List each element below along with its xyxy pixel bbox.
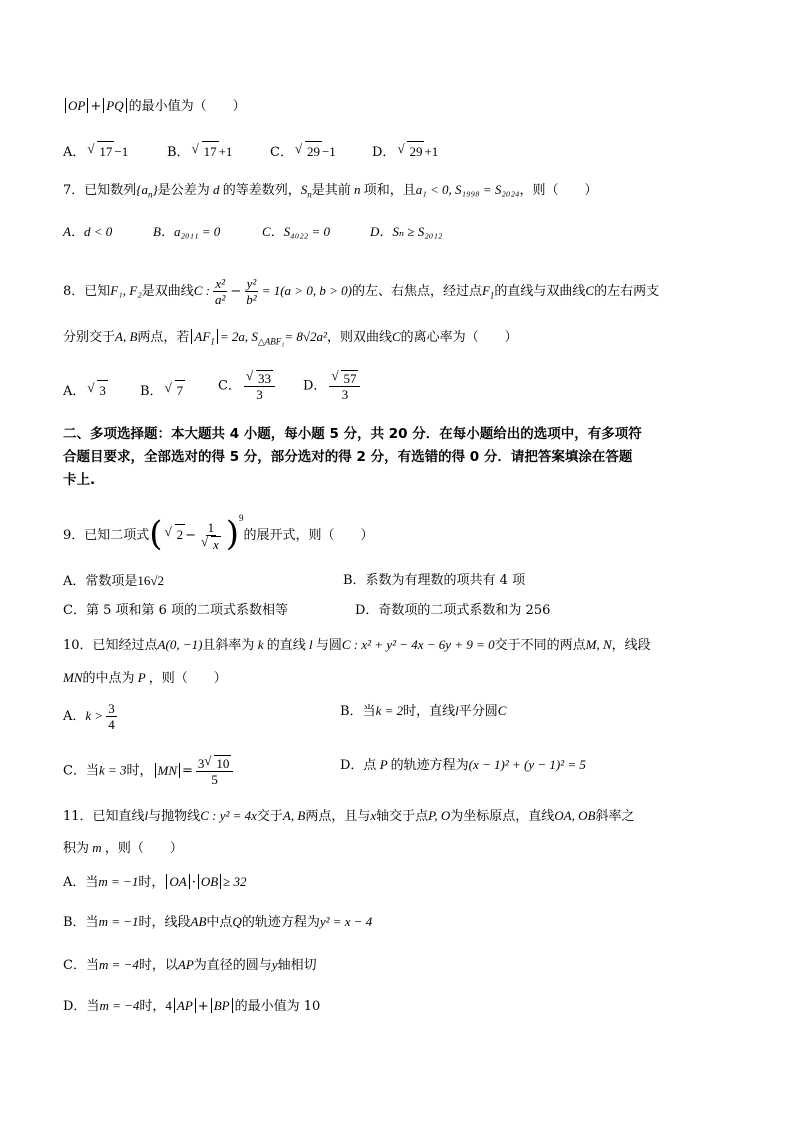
q6-option-d[interactable]: D．√ 29 +1 (372, 141, 438, 163)
section2-heading-line1: 二、多项选择题：本大题共 4 小题，每小题 5 分，共 20 分．在每小题给出的选项中，有多项符 (63, 426, 642, 442)
q6-option-c[interactable]: C．√ 29 −1 (270, 141, 336, 163)
op-abs: OP (65, 98, 88, 113)
q11-option-c[interactable]: C．当m = −4时，以AP为直径的圆与y轴相切 (63, 957, 317, 973)
q7-stem: 7．已知数列$\{a_n\}$是公差为 d 的等差数列，$S_n$是其前 n 项和，且a₁ < 0, S₁₉₉₈ = S₂₀₂₄，则（ ） (63, 182, 598, 200)
pq-abs: PQ (103, 98, 126, 113)
q10-stem-line2: MN的中点为 P ，则（ ） (63, 670, 227, 686)
q8-option-d[interactable]: D． √ $\frac{57}{3}$ (303, 370, 363, 402)
q9-option-d[interactable]: D．奇数项的二项式系数和为 256 (355, 603, 551, 618)
q9-stem: 9．已知二项式(√ 2 − 1 √ x )$^9$的展开式，则（ ） (63, 518, 374, 552)
q10-option-a[interactable]: A．k > $\frac{3}{4}$ (63, 701, 115, 732)
q6-option-a[interactable]: A．√ 17 −1 (63, 141, 128, 163)
q6-stem: OP + PQ 的最小值为（ ） (63, 96, 246, 117)
q7-option-a[interactable]: A．d < 0 (63, 224, 113, 239)
q10-option-c[interactable]: C．当k = 3时， MN = $\frac{3√ 10}{5}$ (63, 755, 236, 787)
q11-option-d[interactable]: D．当m = −4时，4 AP + BP 的最小值为 10 (63, 998, 321, 1014)
q11-option-b[interactable]: B．当m = −1时，线段AB中点Q的轨迹方程为y² = x − 4 (63, 914, 373, 930)
q8-stem-line1: 8．已知F₁, F₂是双曲线C : $\frac{\text{x²}}{\text{a²}}$ − $\frac{\text{y²}}{\text{b²}}$ = 1(a > 0, b > 0)的左、右焦点，经过点$F_1$的直线与双曲线C的左右两支 (63, 276, 660, 307)
q7-option-b[interactable]: B．a₂₀₁₁ = 0 (153, 224, 221, 239)
q8-option-a[interactable]: A．√ 3 (63, 380, 108, 402)
q9-option-c[interactable]: C．第 5 项和第 6 项的二项式系数相等 (63, 603, 289, 618)
q11-stem-line1: 11．已知直线l与抛物线C : y² = 4x交于A, B两点，且与x轴交于点P, O为坐标原点，直线OA, OB斜率之 (63, 808, 635, 824)
q11-stem-line2: 积为 m ，则（ ） (63, 840, 183, 856)
q7-option-c[interactable]: C．S₄₀₂₂ = 0 (262, 224, 331, 239)
q11-option-a[interactable]: A．当m = −1时， OA · OB ≥ 32 (63, 874, 247, 890)
q8-stem-line2: 分别交于A, B两点，若 $AF_1 = 2a$, $S_{\triangle ABF_1}= 8√2a^2$，则双曲线C的离心率为（ ） (63, 329, 518, 347)
q10-option-d[interactable]: D．点 P 的轨迹方程为(x − 1)² + (y − 1)² = 5 (340, 757, 586, 773)
q9-option-b[interactable]: B．系数为有理数的项共有 4 项 (343, 573, 526, 588)
q7-option-d[interactable]: D．Sₙ ≥ S₂₀₁₂ (370, 224, 443, 239)
q6-option-b[interactable]: B．√ 17 +1 (167, 141, 232, 163)
q8-option-b[interactable]: B．√ 7 (140, 380, 185, 402)
q10-option-b[interactable]: B．当k = 2时，直线l平分圆C (340, 703, 507, 719)
q10-stem-line1: 10．已知经过点A(0, −1)且斜率为 k 的直线 l 与圆C : x² + y² − 4x − 6y + 9 = 0交于不同的两点M, N，线段 (63, 637, 651, 653)
q9-option-a[interactable]: A．常数项是16√2 (63, 573, 165, 589)
section2-heading-line2: 合题目要求，全部选对的得 5 分，部分选对的得 2 分，有选错的得 0 分．请把答案填涂在答题 (63, 449, 633, 465)
q8-option-c[interactable]: C． √ $\frac{33}{3}$ (218, 370, 278, 402)
section2-heading-line3: 卡上. (63, 472, 96, 488)
